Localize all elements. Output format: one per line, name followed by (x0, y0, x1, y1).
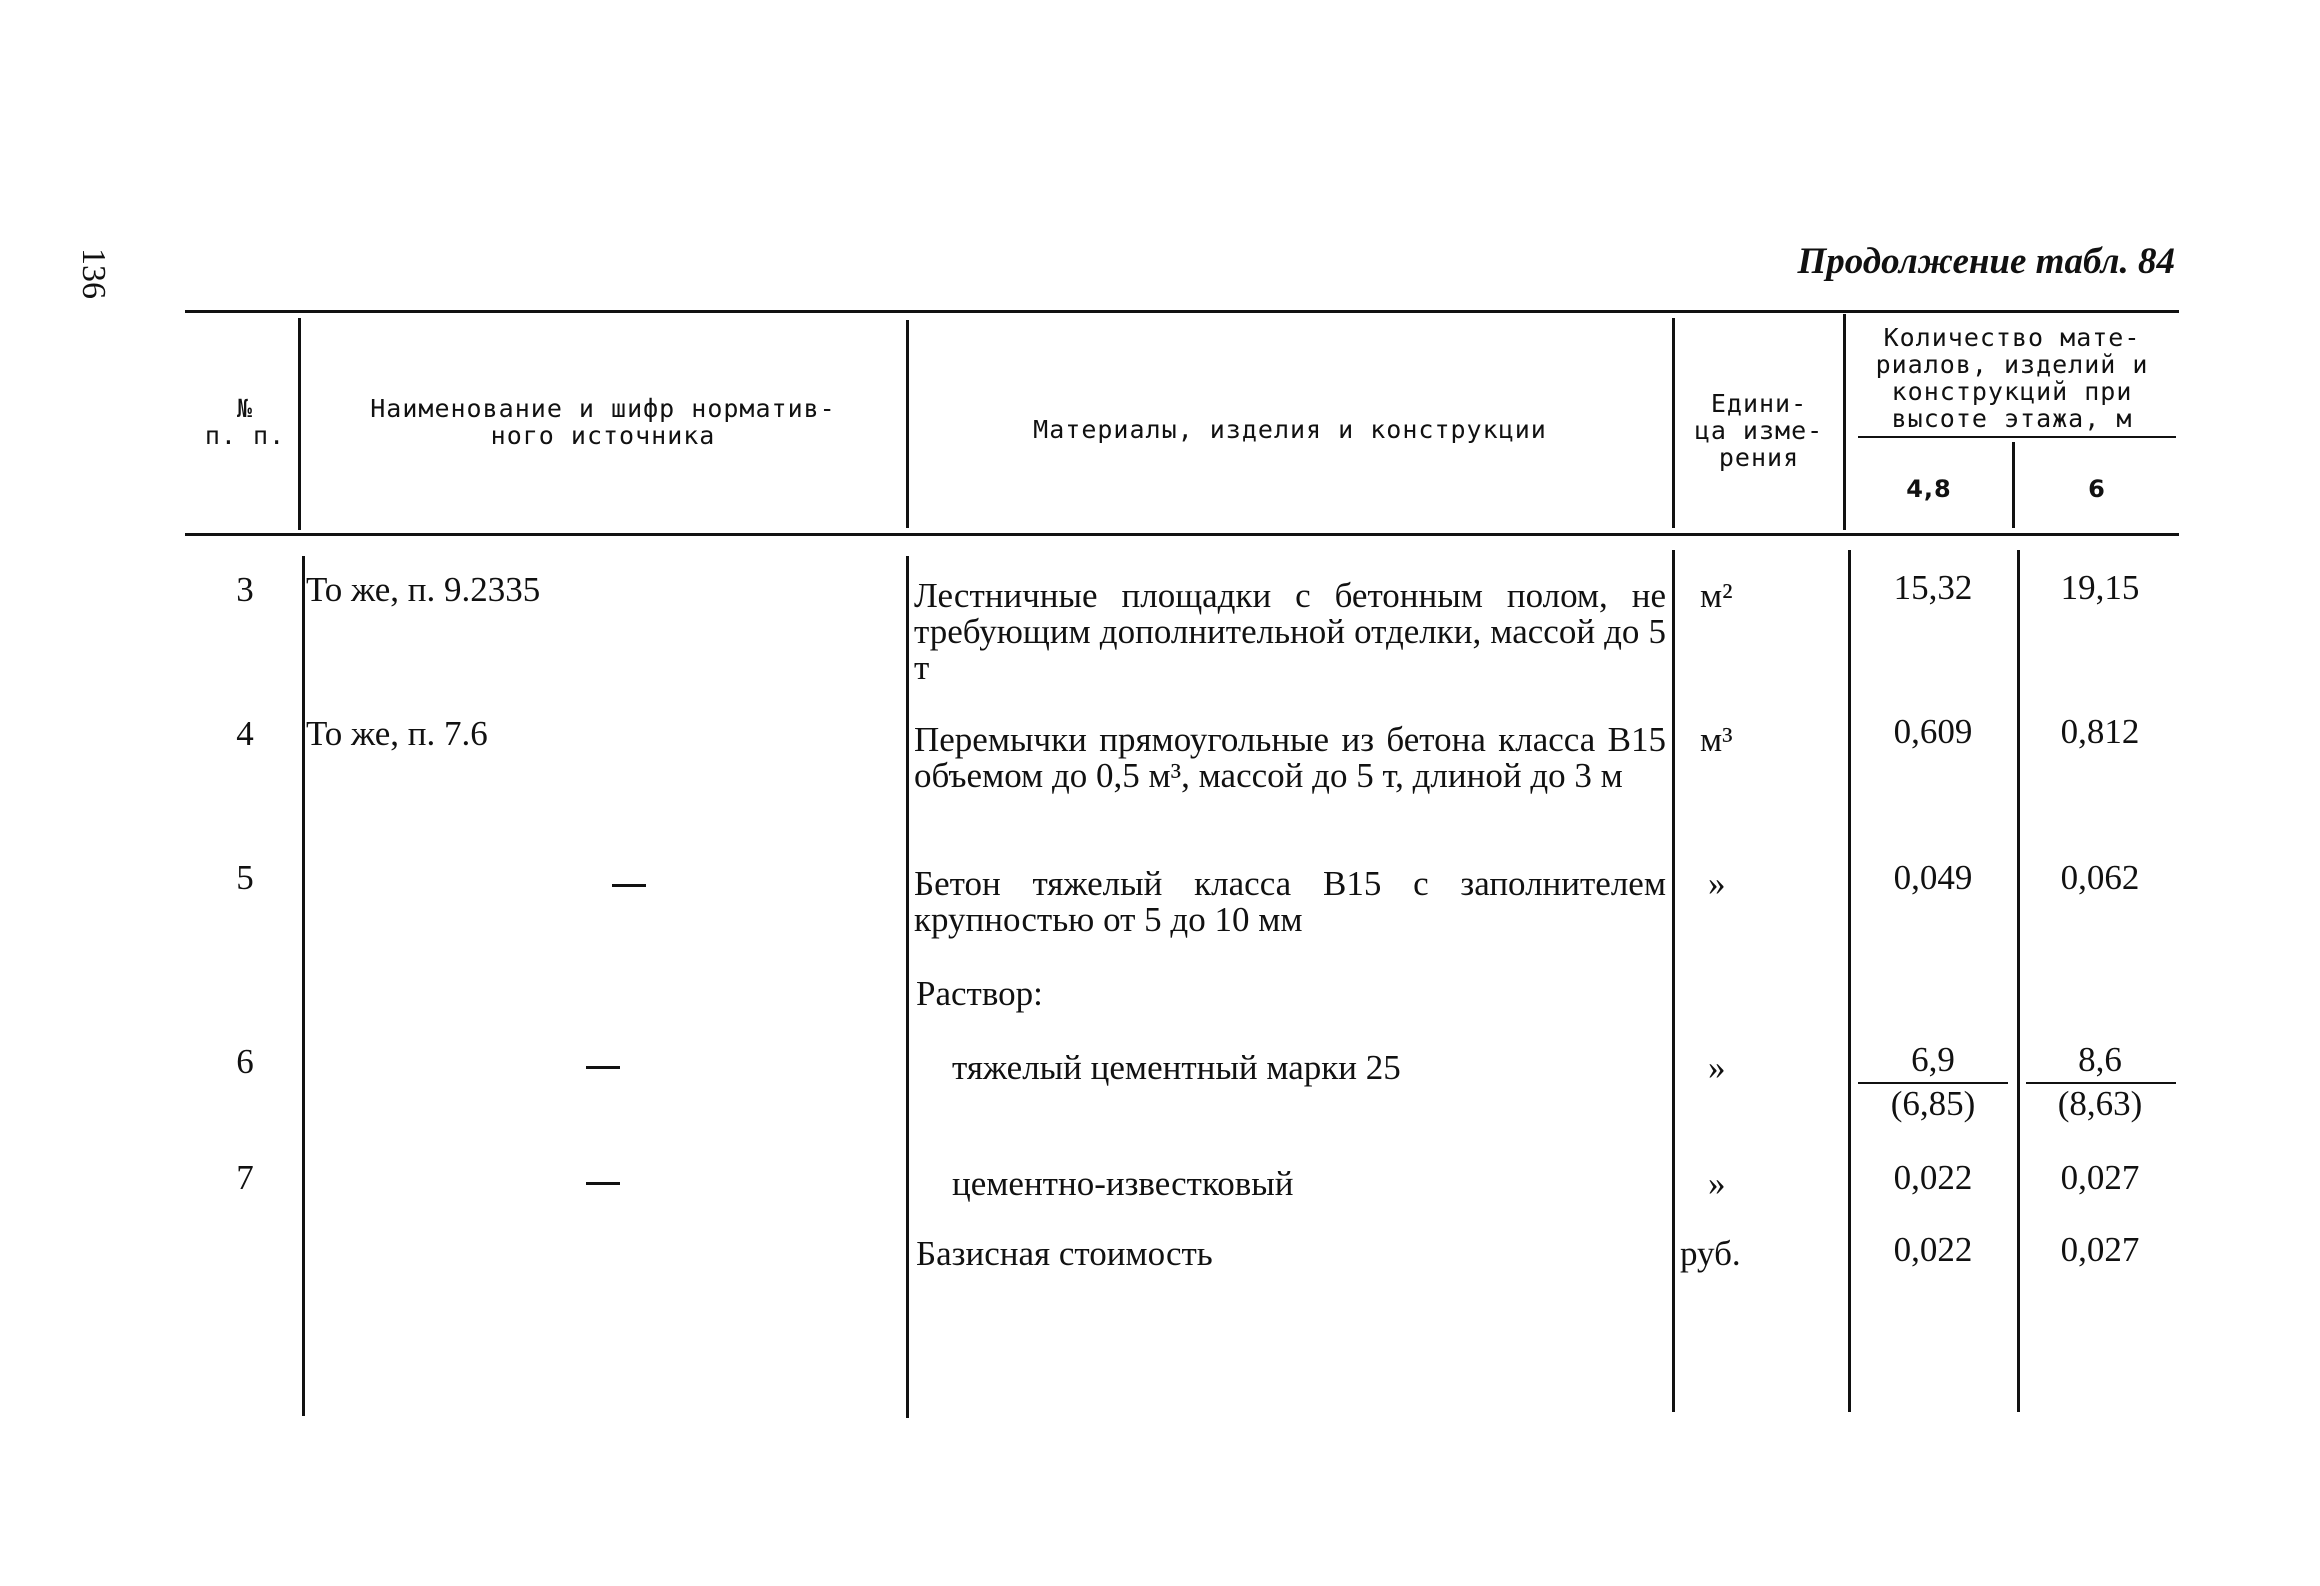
row-value-6: 0,062 (2060, 858, 2140, 897)
row-material: Бетон тяжелый класса В15 с заполнителем крупностью от 5 до 10 мм (914, 864, 1666, 939)
row-material: цементно-известковый (952, 1164, 1294, 1203)
row-value-6: 8,6 (2078, 1040, 2122, 1079)
row-unit: » (1708, 1048, 1726, 1087)
row-source-dash (612, 884, 646, 887)
row-value-4-8: 0,049 (1893, 858, 1973, 897)
header-divider-3 (1672, 318, 1675, 528)
row-material: Лестничные площадки с бетонным полом, не требующим дополнительной отделки, массой до 5 т (914, 576, 1666, 687)
header-number: № п. п. (204, 394, 286, 450)
row-value-4-8: 6,9 (1911, 1040, 1955, 1079)
row-value-6: 0,812 (2060, 712, 2140, 751)
row-source: То же, п. 9.2335 (306, 570, 541, 609)
top-rule (185, 310, 2179, 313)
header-height-6: 6 (2088, 475, 2106, 503)
header-height-4-8: 4,8 (1906, 475, 1952, 503)
body-divider-5 (2017, 550, 2020, 1412)
row-number: 5 (236, 858, 254, 897)
row-value-4-8: 0,022 (1893, 1230, 1973, 1269)
row-number: 7 (236, 1158, 254, 1197)
row-unit: м³ (1700, 720, 1733, 759)
row-value-6: 0,027 (2060, 1230, 2140, 1269)
header-unit: Едини- ца изме- рения (1694, 389, 1824, 472)
row-number: 4 (236, 714, 254, 753)
row-value-4-8-sub: (6,85) (1890, 1084, 1976, 1123)
row-value-6: 0,027 (2060, 1158, 2140, 1197)
quantity-split-rule (1858, 436, 2176, 438)
row-material: Перемычки прямоугольные из бетона класса В15 объемом до 0,5 м³, массой до 5 т, длиной до 3 м (914, 720, 1666, 795)
body-divider-4 (1848, 550, 1851, 1412)
row-source: То же, п. 7.6 (306, 714, 488, 753)
row-number: 6 (236, 1042, 254, 1081)
row-number: 3 (236, 570, 254, 609)
header-source: Наименование и шифр норматив- ного источника (370, 394, 836, 450)
row-material: Раствор: (916, 974, 1043, 1013)
row-source-dash (586, 1066, 620, 1069)
row-value-6-sub: (8,63) (2057, 1084, 2143, 1123)
row-unit: » (1708, 1164, 1726, 1203)
header-bottom-rule (185, 533, 2179, 536)
row-unit: » (1708, 864, 1726, 903)
header-materials: Материалы, изделия и конструкции (1033, 415, 1547, 444)
body-divider-3 (1672, 550, 1675, 1412)
row-material: тяжелый цементный марки 25 (952, 1048, 1401, 1087)
body-divider-2 (906, 556, 909, 1418)
row-value-4-8: 15,32 (1893, 568, 1973, 607)
table-caption: Продолжение табл. 84 (1797, 241, 2175, 282)
row-value-4-8: 0,022 (1893, 1158, 1973, 1197)
row-value-4-8: 0,609 (1893, 712, 1973, 751)
row-source-dash (586, 1182, 620, 1185)
row-material: Базисная стоимость (916, 1234, 1213, 1273)
row-unit: м² (1700, 576, 1733, 615)
row-value-6: 19,15 (2060, 568, 2140, 607)
header-divider-2 (906, 320, 909, 528)
header-quantity: Количество мате- риалов, изделий и конструкций при высоте этажа, м (1875, 323, 2149, 433)
body-divider-1 (302, 556, 305, 1416)
page-number: 136 (75, 248, 112, 299)
row-unit: руб. (1680, 1234, 1741, 1273)
